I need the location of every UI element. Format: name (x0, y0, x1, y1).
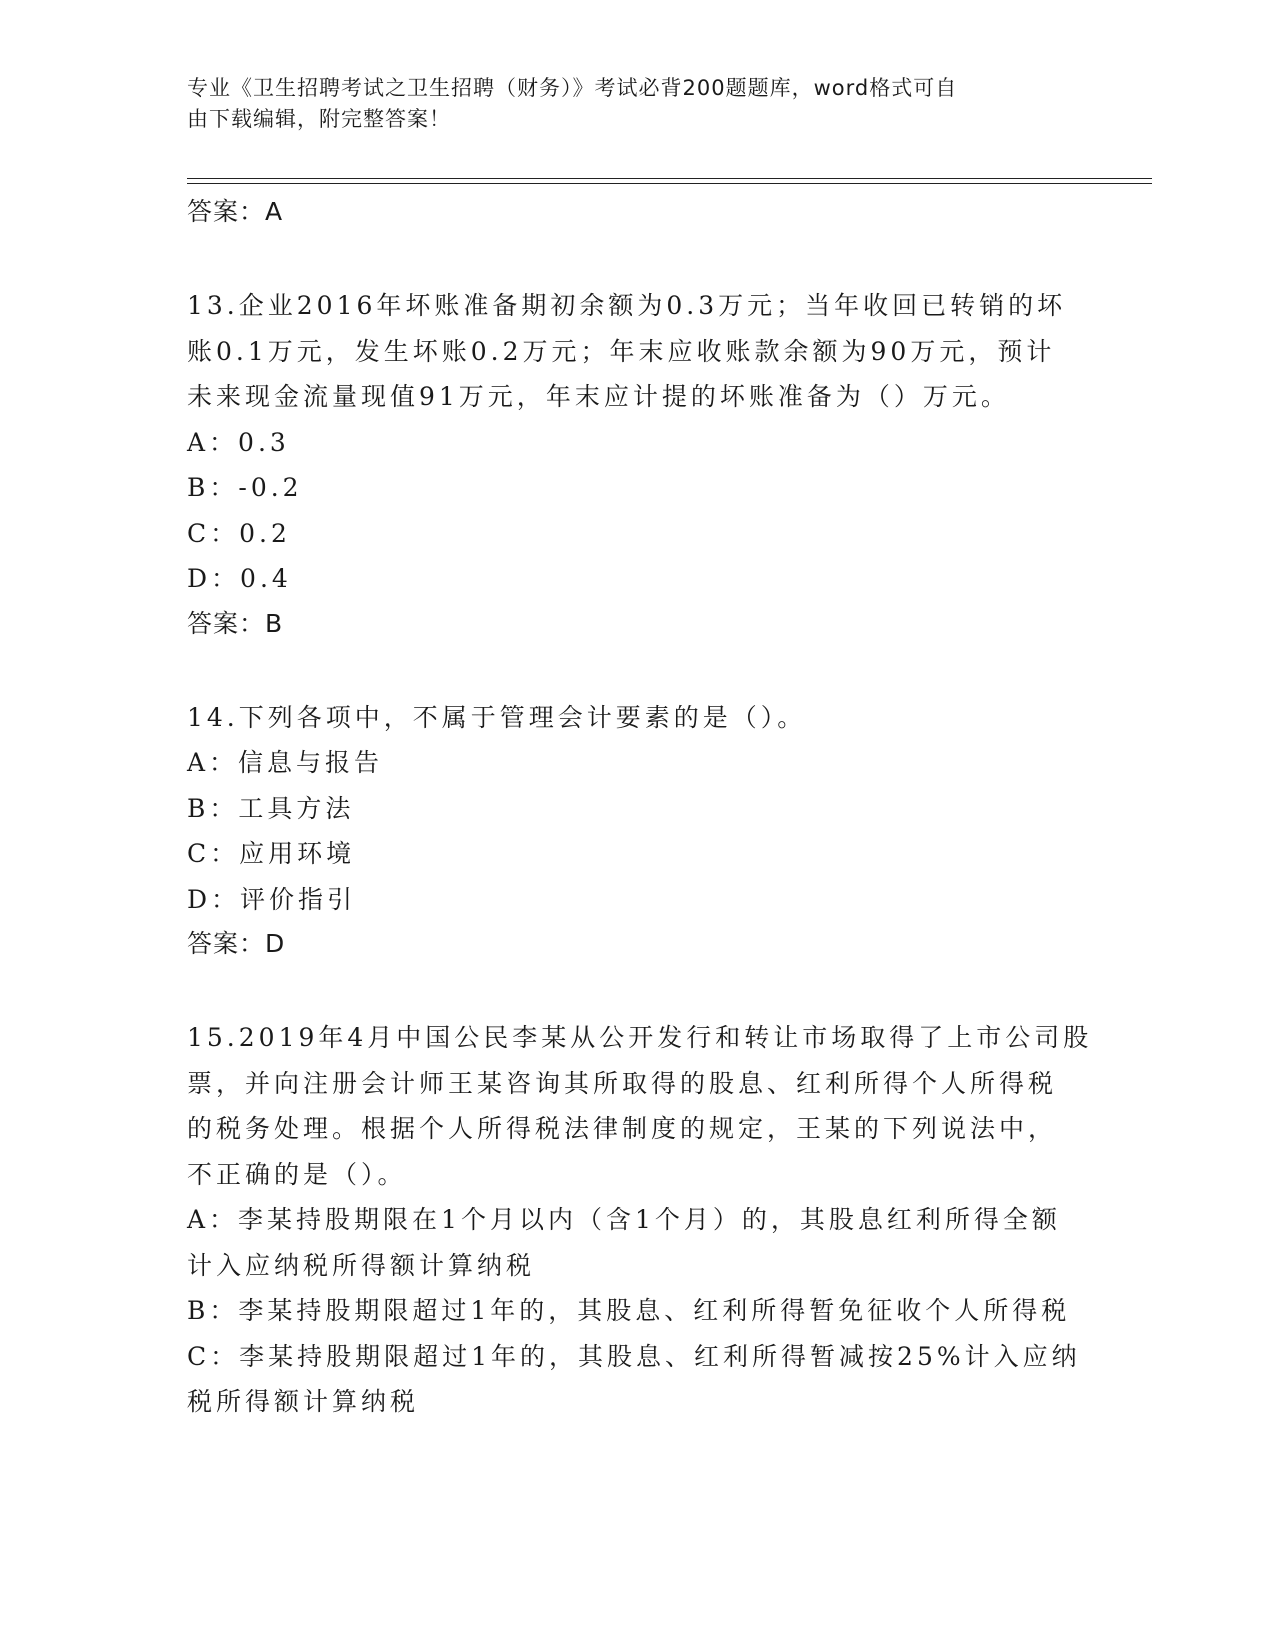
question-text-line: 13.企业2016年坏账准备期初余额为0.3万元；当年收回已转销的坏 (187, 291, 1067, 320)
option-a-continued: 计入应纳税所得额计算纳税 (187, 1250, 536, 1280)
question-text-line: 的税务处理。根据个人所得税法律制度的规定，王某的下列说法中， (187, 1114, 1058, 1143)
header-line-1: 专业《卫生招聘考试之卫生招聘（财务）》考试必背200题题库，word格式可自 (187, 76, 958, 100)
question-14 (187, 695, 1087, 967)
option-a: A：李某持股期限在1个月以内（含1个月）的，其股息红利所得全额 (187, 1205, 1061, 1234)
header-line-2: 由下载编辑，附完整答案！ (187, 107, 451, 131)
question-text-line: 账0.1万元，发生坏账0.2万元；年末应收账款余额为90万元，预计 (187, 336, 1056, 366)
question-15 (187, 1015, 1093, 1425)
option-d: D：0.4 (187, 564, 292, 593)
answer-line: 答案：A (187, 197, 284, 226)
option-d: D：评价指引 (187, 884, 357, 914)
option-a: A：0.3 (187, 427, 290, 457)
header-divider-bottom (187, 183, 1152, 184)
question-text-line: 未来现金流量现值91万元，年末应计提的坏账准备为（）万元。 (187, 382, 1010, 411)
answer-line: 答案：D (187, 929, 286, 958)
question-text-line: 15.2019年4月中国公民李某从公开发行和转让市场取得了上市公司股 (187, 1023, 1093, 1052)
option-a: A：信息与报告 (187, 748, 384, 777)
question-text-line: 14.下列各项中，不属于管理会计要素的是（）。 (187, 702, 807, 732)
option-c: C：0.2 (187, 518, 291, 548)
option-b: B：李某持股期限超过1年的，其股息、红利所得暂免征收个人所得税 (187, 1296, 1071, 1325)
spacer (187, 234, 1087, 283)
option-b: B：工具方法 (187, 793, 355, 823)
option-c-continued: 税所得额计算纳税 (187, 1387, 420, 1416)
spacer (187, 646, 1087, 695)
header-divider-top (187, 178, 1152, 179)
spacer (187, 966, 1087, 1015)
option-c: C：应用环境 (187, 839, 356, 868)
question-text-line: 不正确的是（）。 (187, 1159, 407, 1189)
option-c: C：李某持股期限超过1年的，其股息、红利所得暂减按25%计入应纳 (187, 1341, 1081, 1371)
option-b: B：-0.2 (187, 473, 303, 502)
document-header (187, 73, 1067, 135)
document-body (187, 190, 1093, 1425)
answer-line: 答案：B (187, 608, 284, 638)
question-text-line: 票，并向注册会计师王某咨询其所取得的股息、红利所得个人所得税 (187, 1068, 1058, 1098)
question-13 (187, 283, 1087, 646)
